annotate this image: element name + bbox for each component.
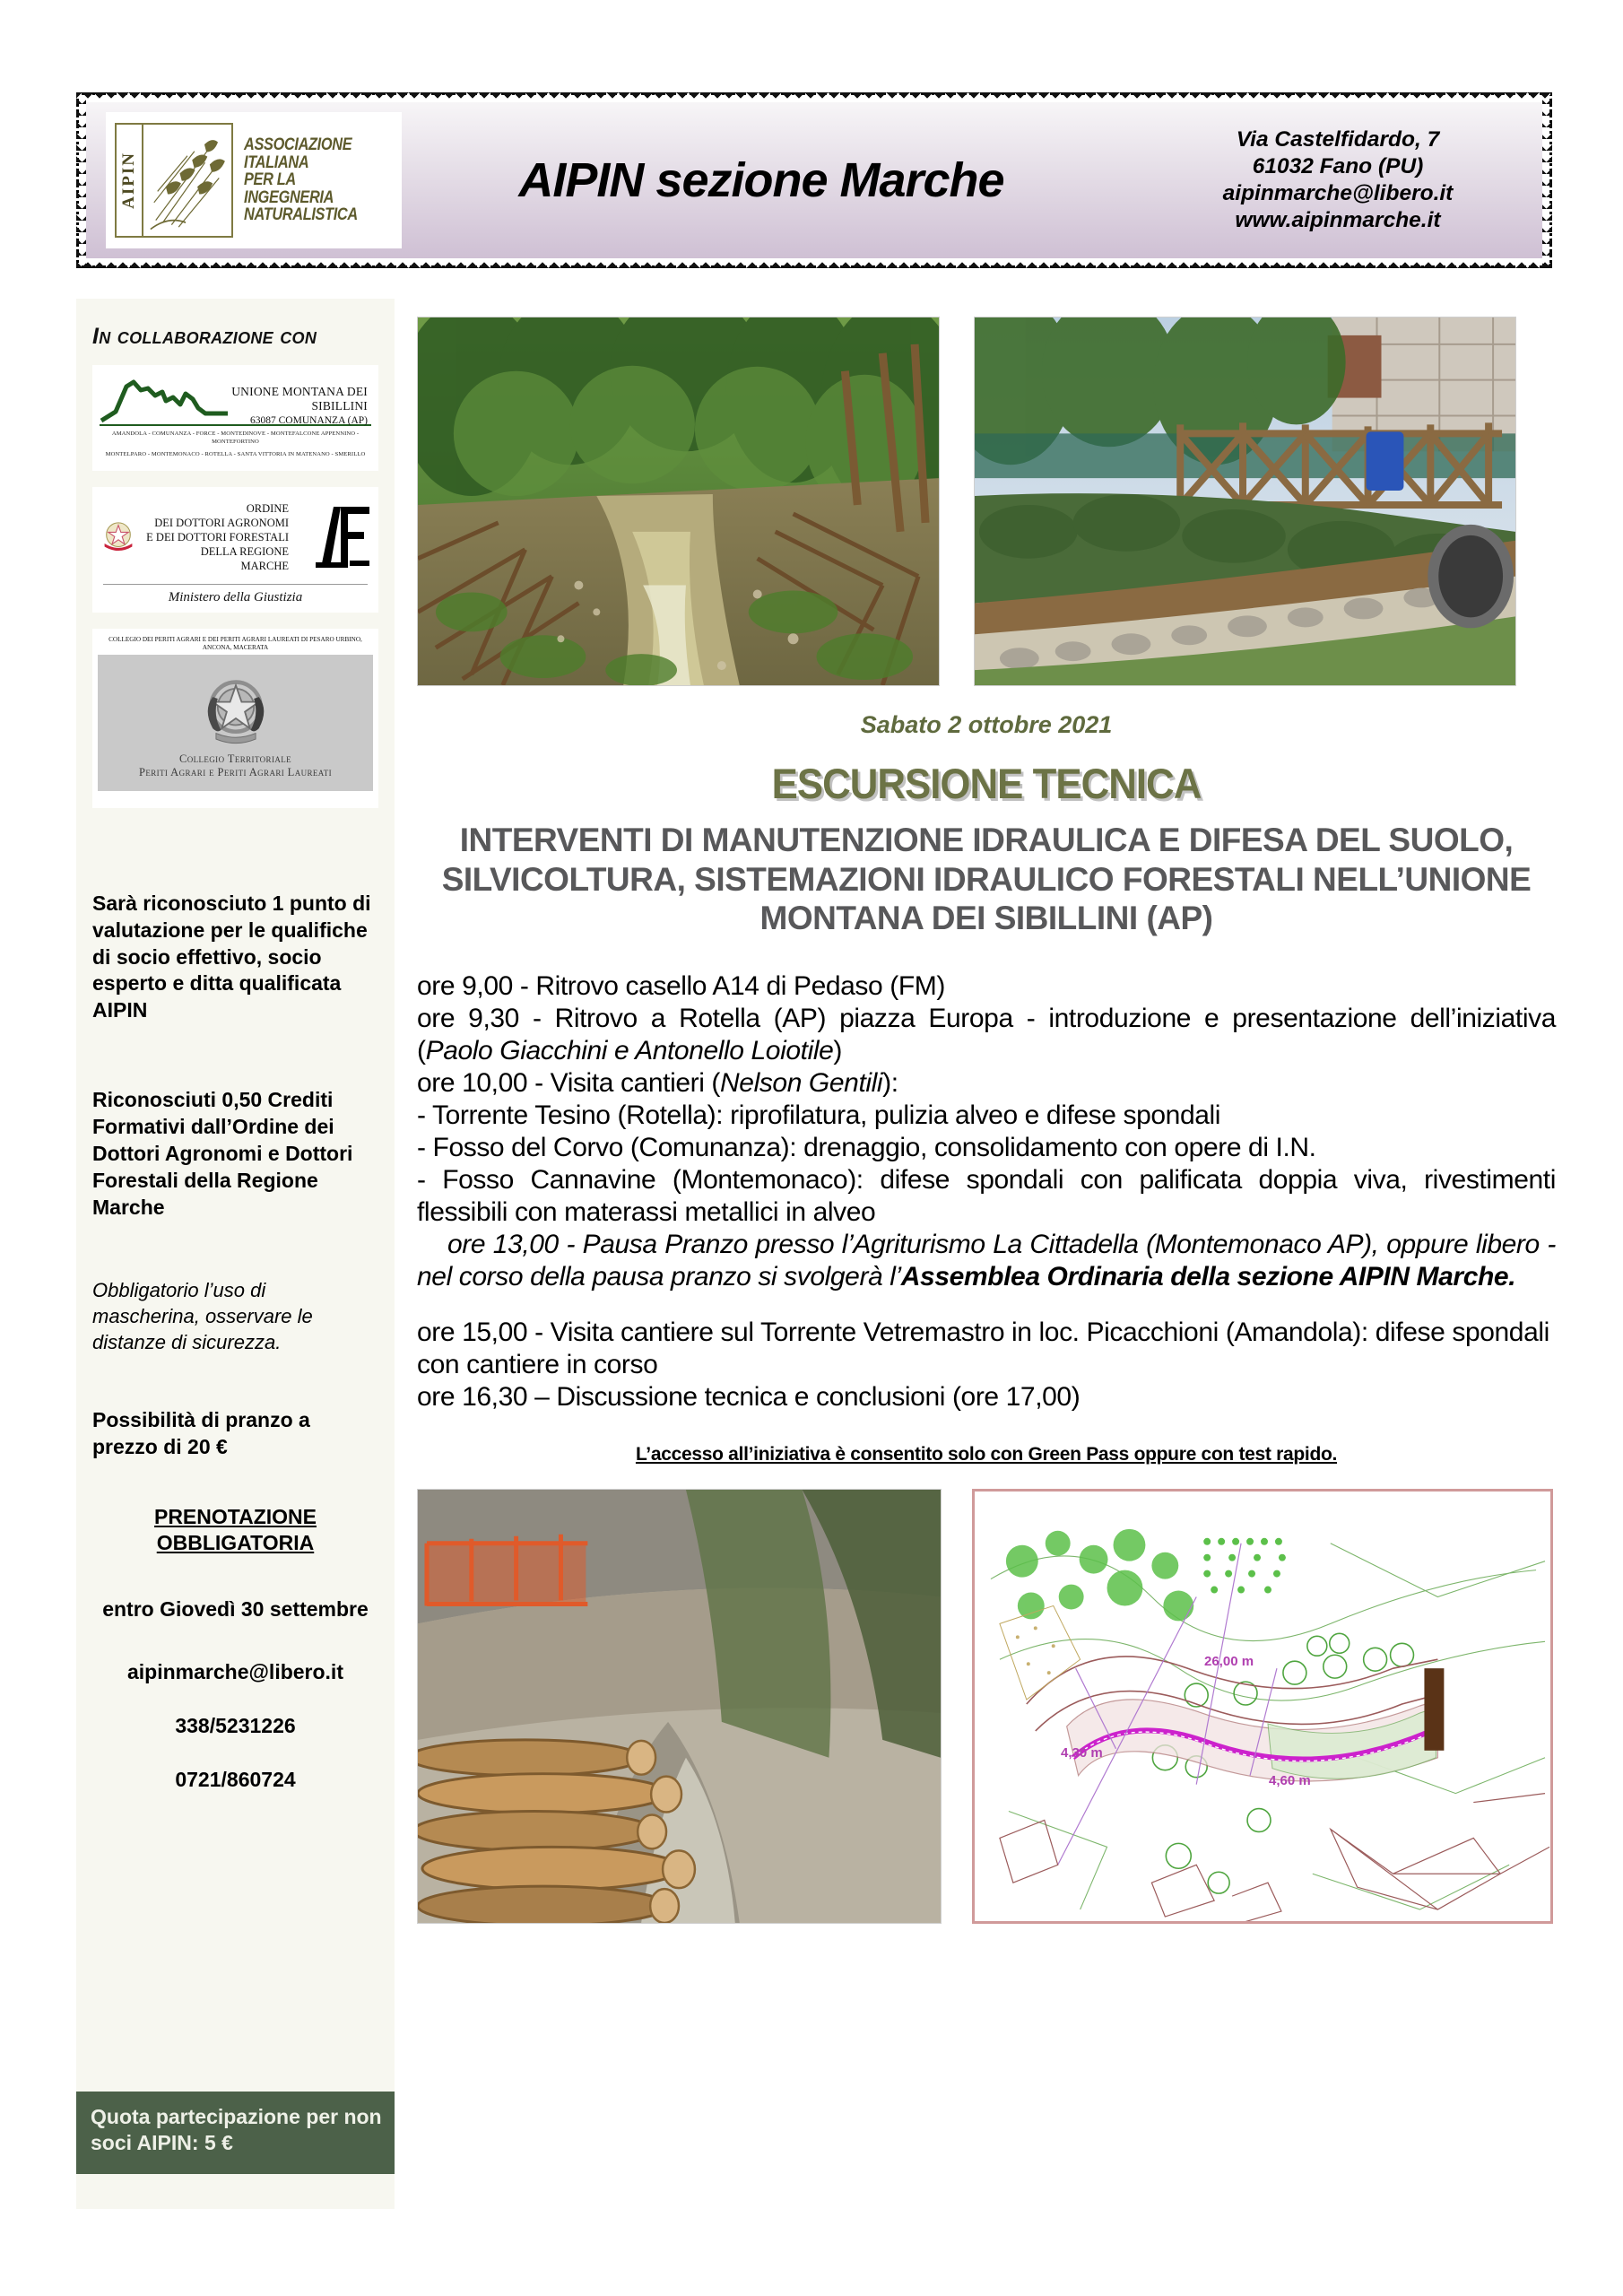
program-line-4: - Torrente Tesino (Rotella): riprofilatura, pulizia alveo e difese spondali: [417, 1100, 1221, 1130]
note-crediti-formativi: Riconosciuti 0,50 Crediti Formativi dall’Ordine dei Dottori Agronomi e Dottori Forestali della Regione Marche: [92, 1088, 353, 1219]
event-title-heading: INTERVENTI DI MANUTENZIONE IDRAULICA E DIFESA DEL SUOLO, SILVICOLTURA, SISTEMAZIONI IDRAULICO FORESTALI NELL’UNIONE MONTANA DEI SIBILLINI (AP): [441, 822, 1532, 937]
dimension-label-430m: 4,30 m: [1061, 1744, 1103, 1761]
photo-torrente-riprofilatura: [417, 317, 940, 686]
program-line-8: ore 15,00 - Visita cantiere sul Torrente Vetremastro in loc. Picacchioni (Amandola): difese spondali con cantiere in corso: [417, 1317, 1549, 1379]
contact-address: Via Castelfidardo, 7: [1236, 127, 1440, 152]
aipin-tree-icon: [115, 123, 233, 238]
program-body: [417, 970, 1556, 1413]
logo-ordine-agronomi: [92, 487, 378, 613]
collegio-header: COLLEGIO DEI PERITI AGRARI E DEI PERITI AGRARI LAUREATI DI PESARO URBINO, ANCONA, MACERATA: [108, 635, 362, 652]
technical-drawing-plan: [972, 1489, 1553, 1924]
program-line-5: - Fosso del Corvo (Comunanza): drenaggio, consolidamento con opere di I.N.: [417, 1132, 1316, 1162]
note-mascherina: Obbligatorio l’uso di mascherina, osservare le distanze di sicurezza.: [92, 1278, 313, 1353]
note-pranzo: Possibilità di pranzo a prezzo di 20 €: [92, 1407, 310, 1458]
logo-unione-montana: [92, 365, 378, 471]
program-line-9: ore 16,30 – Discussione tecnica e conclusioni (ore 17,00): [417, 1381, 1081, 1412]
ordine-text: ORDINE DEI DOTTORI AGRONOMI E DEI DOTTORI FORESTALI DELLA REGIONE MARCHE: [146, 501, 289, 572]
page-title: AIPIN sezione Marche: [518, 153, 1004, 207]
ministero-giustizia-label: Ministero della Giustizia: [168, 589, 303, 604]
program-line-7: ore 13,00 - Pausa Pranzo presso l’Agriturismo La Cittadella (Montemonaco AP), oppure libero - nel corso della pausa pranzo si svolgerà l’Assemblea Ordinaria della sezione AIPIN Marche.: [417, 1229, 1556, 1292]
note-punto-valutazione: Sarà riconosciuto 1 punto di valutazione per le qualifiche di socio effettivo, socio esperto e ditta qualificata AIPIN: [92, 891, 371, 1022]
top-photo-row: [417, 317, 1556, 686]
collaboration-title: In collaborazione con: [92, 324, 317, 349]
event-type-heading: ESCURSIONE TECNICA: [771, 760, 1202, 807]
sidebar-phone-mobile[interactable]: 338/5231226: [175, 1714, 296, 1738]
aipin-logo-words: ASSOCIAZIONE ITALIANA PER LA INGEGNERIA NATURALISTICA: [244, 135, 358, 225]
green-pass-notice: L’accesso all’iniziativa è consentito solo con Green Pass oppure con test rapido.: [635, 1443, 1338, 1465]
bottom-photo-row: [417, 1489, 1556, 1924]
photo-difese-spondali-recinzione: [974, 317, 1516, 686]
program-line-3: ore 10,00 - Visita cantieri (Nelson Gentili):: [417, 1067, 898, 1098]
prenotazione-deadline: entro Giovedì 30 settembre: [102, 1597, 369, 1622]
aipin-acronym: AIPIN: [119, 152, 138, 209]
unione-montana-code: 63087 COMUNANZA (AP): [250, 414, 368, 426]
unione-montana-comuni-1: AMANDOLA - COMUNANZA - FORCE - MONTEDINOVE - MONTEFALCONE APPENNINO - MONTEFORTINO: [111, 430, 360, 445]
aipin-logo: [106, 112, 402, 248]
border-zigzag-bottom: [76, 258, 1552, 268]
prenotazione-line-2: OBBLIGATORIA: [156, 1531, 315, 1555]
program-line-2: ore 9,30 - Ritrovo a Rotella (AP) piazza Europa - introduzione e presentazione dell’iniziativa (Paolo Giacchini e Antonello Loiotile): [417, 1003, 1556, 1065]
quota-badge: Quota partecipazione per non soci AIPIN: 5 €: [76, 2092, 395, 2174]
republic-emblem-icon: [195, 667, 277, 750]
mountain-profile-icon: [100, 374, 230, 426]
photo-palificata-legname: [417, 1489, 942, 1924]
border-zigzag-left: [76, 92, 86, 268]
af-monogram-icon: [294, 503, 371, 571]
dimension-label-460m: 4,60 m: [1269, 1772, 1311, 1788]
prenotazione-line-1: PRENOTAZIONE: [153, 1504, 317, 1528]
contact-website[interactable]: www.aipinmarche.it: [1235, 207, 1441, 232]
dimension-label-26m: 26,00 m: [1204, 1653, 1254, 1669]
header-banner: [76, 92, 1552, 268]
event-date: Sabato 2 ottobre 2021: [860, 711, 1113, 738]
unione-montana-name: UNIONE MONTANA DEI SIBILLINI: [231, 384, 368, 413]
divider: [103, 584, 368, 585]
main-content: [417, 317, 1556, 1924]
border-zigzag-top: [76, 92, 1552, 102]
contact-city: 61032 Fano (PU): [1252, 154, 1424, 179]
border-zigzag-right: [1542, 92, 1552, 268]
collegio-title-2: Periti Agrari e Periti Agrari Laureati: [138, 765, 333, 778]
contact-email[interactable]: aipinmarche@libero.it: [1222, 181, 1454, 205]
italy-emblem-icon: [100, 518, 137, 556]
program-line-1: ore 9,00 - Ritrovo casello A14 di Pedaso (FM): [417, 970, 945, 1001]
unione-montana-comuni-2: MONTELPARO - MONTEMONACO - ROTELLA - SANTA VITTORIA IN MATENANO - SMERILLO: [105, 450, 366, 457]
sidebar-phone-office[interactable]: 0721/860724: [175, 1767, 296, 1791]
sidebar-email[interactable]: aipinmarche@libero.it: [127, 1660, 343, 1684]
collegio-title-1: Collegio Territoriale: [178, 752, 292, 765]
header-contact-info: [1157, 126, 1542, 234]
logo-collegio-periti: [92, 629, 378, 808]
sidebar: [76, 299, 395, 2209]
program-line-6: - Fosso Cannavine (Montemonaco): difese spondali con palificata doppia viva, rivestimenti flessibili con materassi metallici in alveo: [417, 1164, 1556, 1227]
